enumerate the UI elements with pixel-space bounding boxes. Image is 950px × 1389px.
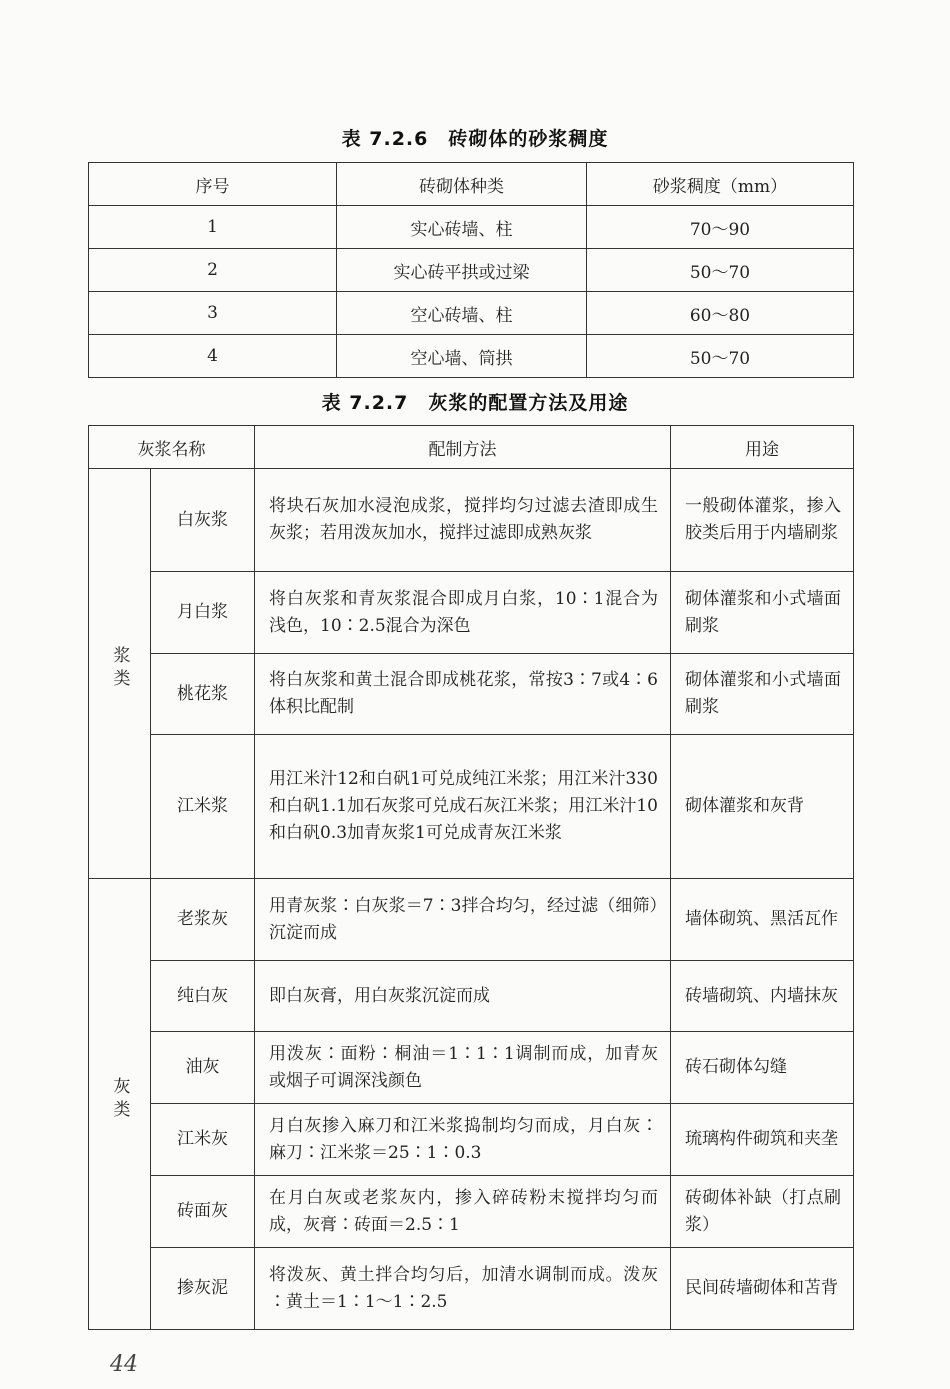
cell-method: 将泼灰、黄土拌合均匀后，加清水调制而成。泼灰∶黄土＝1∶1～1∶2.5 [255,1248,671,1330]
cell-use: 砖墙砌筑、内墙抹灰 [671,961,854,1032]
table-row [89,1032,854,1104]
cell-name: 白灰浆 [151,469,255,572]
table-row [89,1176,854,1248]
cell-use: 墙体砌筑、黑活瓦作 [671,879,854,961]
cell-masonry-type: 实心砖平拱或过梁 [337,249,587,292]
cell-name: 月白浆 [151,572,255,654]
table-header-row [89,163,854,206]
group-label-text: 灰类 [109,1076,130,1123]
table-row [89,735,854,879]
cell-name: 油灰 [151,1032,255,1104]
page-number: 44 [110,1352,138,1377]
header-consistency: 砂浆稠度（mm） [587,163,854,206]
table-row [89,572,854,654]
group-label-text: 浆类 [109,646,130,692]
cell-use: 一般砌体灌浆，掺入胶类后用于内墙刷浆 [671,469,854,572]
header-use: 用途 [671,426,854,469]
cell-method: 将白灰浆和青灰浆混合即成月白浆，10∶1混合为浅色，10∶2.5混合为深色 [255,572,671,654]
header-masonry-type: 砖砌体种类 [337,163,587,206]
cell-use: 砖石砌体勾缝 [671,1032,854,1104]
cell-consistency: 60～80 [587,292,854,335]
cell-method: 用江米汁12和白矾1可兑成纯江米浆；用江米汁330和白矾1.1加石灰浆可兑成石灰江米浆；用江米汁10和白矾0.3加青灰浆1可兑成青灰江米浆 [255,735,671,879]
table-row [89,1248,854,1330]
header-mortar-name: 灰浆名称 [89,426,255,469]
table-header-row [89,426,854,469]
lime-mortar-table [88,425,854,1330]
cell-name: 掺灰泥 [151,1248,255,1330]
mortar-consistency-table [88,162,854,378]
cell-use: 砌体灌浆和小式墙面刷浆 [671,654,854,735]
cell-method: 月白灰掺入麻刀和江米浆捣制均匀而成，月白灰∶麻刀∶江米浆＝25∶1∶0.3 [255,1104,671,1176]
cell-method: 将块石灰加水浸泡成浆，搅拌均匀过滤去渣即成生灰浆；若用泼灰加水，搅拌过滤即成熟灰浆 [255,469,671,572]
cell-index: 2 [89,249,337,292]
table-row [89,469,854,572]
cell-name: 桃花浆 [151,654,255,735]
group-label [89,469,151,879]
table-row [89,879,854,961]
cell-masonry-type: 空心墙、筒拱 [337,335,587,378]
cell-consistency: 50～70 [587,249,854,292]
cell-method: 将白灰浆和黄土混合即成桃花浆，常按3∶7或4∶6体积比配制 [255,654,671,735]
cell-masonry-type: 空心砖墙、柱 [337,292,587,335]
cell-name: 老浆灰 [151,879,255,961]
group-label [89,879,151,1330]
cell-name: 纯白灰 [151,961,255,1032]
table-row [89,335,854,378]
cell-consistency: 70～90 [587,206,854,249]
cell-use: 琉璃构件砌筑和夹垄 [671,1104,854,1176]
cell-method: 用泼灰∶面粉∶桐油＝1∶1∶1调制而成，加青灰或烟子可调深浅颜色 [255,1032,671,1104]
table-7-2-7-caption: 表 7.2.7 灰浆的配置方法及用途 [321,392,629,414]
cell-name: 江米浆 [151,735,255,879]
table-row [89,654,854,735]
cell-index: 3 [89,292,337,335]
cell-name: 江米灰 [151,1104,255,1176]
cell-name: 砖面灰 [151,1176,255,1248]
cell-use: 砌体灌浆和小式墙面刷浆 [671,572,854,654]
table-row [89,206,854,249]
cell-masonry-type: 实心砖墙、柱 [337,206,587,249]
header-method: 配制方法 [255,426,671,469]
table-row [89,1104,854,1176]
table-7-2-6-caption: 表 7.2.6 砖砌体的砂浆稠度 [341,128,609,150]
table-row [89,249,854,292]
cell-index: 1 [89,206,337,249]
cell-use: 砖砌体补缺（打点刷浆） [671,1176,854,1248]
cell-method: 用青灰浆∶白灰浆＝7∶3拌合均匀，经过滤（细筛）沉淀而成 [255,879,671,961]
cell-index: 4 [89,335,337,378]
cell-use: 砌体灌浆和灰背 [671,735,854,879]
cell-method: 即白灰膏，用白灰浆沉淀而成 [255,961,671,1032]
cell-use: 民间砖墙砌体和苫背 [671,1248,854,1330]
table-row [89,292,854,335]
header-index: 序号 [89,163,337,206]
cell-consistency: 50～70 [587,335,854,378]
cell-method: 在月白灰或老浆灰内，掺入碎砖粉末搅拌均匀而成，灰膏∶砖面＝2.5∶1 [255,1176,671,1248]
table-row [89,961,854,1032]
